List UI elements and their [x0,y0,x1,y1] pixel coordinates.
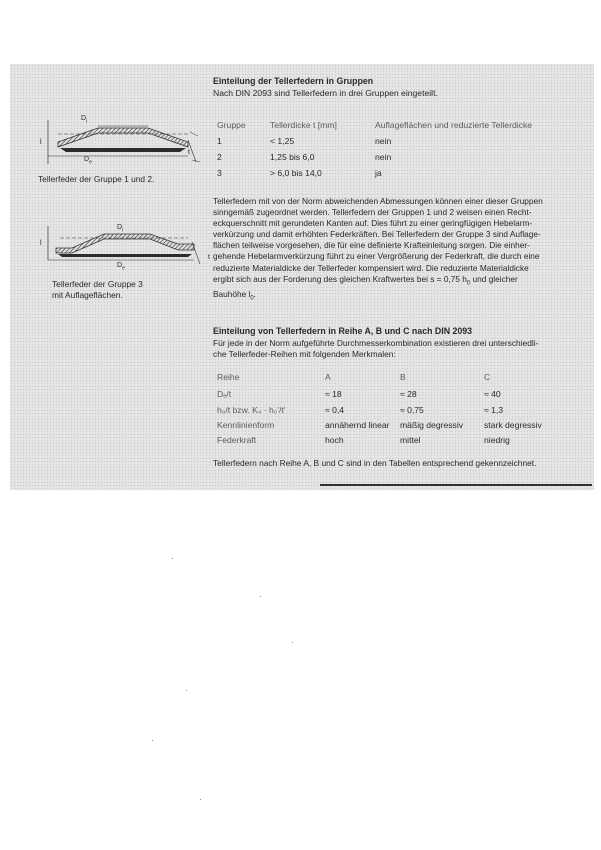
paragraph-line: flächen teilweise vorgesehen, die für eine definierte Krafteinleitung sorgen. Die einher- [213,240,530,251]
fig2-caption-line1: Tellerfeder der Gruppe 3 [52,279,143,289]
series-table-header-c: C [484,372,491,382]
fig1-t-label: t [188,149,190,156]
group-row-3-thickness: > 6,0 bis 14,0 [270,168,322,178]
scan-speck [186,690,187,691]
section2-title: Einteilung von Tellerfedern in Reihe A, B und C nach DIN 2093 [213,326,473,336]
scan-speck [152,740,153,741]
series-row-4-c: niedrig [484,435,510,445]
group-row-2-group: 2 [217,152,222,162]
group-table-header-group: Gruppe [217,120,246,130]
paragraph-line: gehende Hebelarmverkürzung führt zu einer Vergrößerung der Federkraft, die durch eine [213,251,540,262]
fig2-caption-line2: mit Auflageflächen. [52,290,123,300]
series-row-2-c: ≈ 1,3 [484,405,504,415]
paragraph-line: verkürzung und damit erhöhten Federkräften. Bei Tellerfedern der Gruppe 3 sind Auflage- [213,229,541,240]
paragraph-line: eckquerschnitt mit gerundeten Kanten auf. Dies führt zu einer geringfügigen Hebelarm- [213,218,533,229]
section1-paragraph [213,196,583,305]
group-row-2-thickness: 1,25 bis 6,0 [270,152,315,162]
disc-spring-diagram-group-1-2 [38,112,208,174]
scan-speck [200,799,201,800]
series-row-2-a: ≈ 0,4 [325,405,345,415]
fig2-l-label: l [40,240,42,247]
series-row-3-label: Kennlinienform [217,420,275,430]
series-row-4-a: hoch [325,435,344,445]
section2-intro-line1: Für jede in der Norm aufgeführte Durchmesserkombination existieren drei unterschiedli- [213,338,539,348]
group-row-1-group: 1 [217,136,222,146]
bottom-rule [320,484,592,486]
series-row-1-label: Dₑ/t [217,389,232,399]
scan-speck [172,558,173,559]
fig2-di-label: $D_i$ [117,224,124,234]
group-row-1-thickness: < 1,25 [270,136,295,146]
section1-title: Einteilung der Tellerfedern in Gruppen [213,76,374,86]
paragraph-line: Tellerfedern mit von der Norm abweichenden Abmessungen können einer dieser Gruppen [213,196,543,206]
series-table-header-b: B [400,372,406,382]
fig1-l-label: l [40,139,42,146]
group-row-2-bearing: nein [375,152,392,162]
paragraph-line: reduzierte Materialdicke der Tellerfeder kompensiert wird. Die reduzierte Materialdicke [213,262,529,273]
fig1-de-label: $D_e$ [84,156,92,166]
fig2-de-label: $D_e$ [117,262,125,272]
series-row-4-label: Federkraft [217,435,257,445]
series-row-2-b: ≈ 0,75 [400,405,424,415]
series-row-1-b: ≈ 28 [400,389,417,399]
section2-footer: Tellerfedern nach Reihe A, B und C sind in den Tabellen entsprechend gekennzeichnet. [213,458,537,468]
group-table-header-thickness: Tellerdicke t [mm] [270,120,337,130]
series-row-1-c: ≈ 40 [484,389,501,399]
fig1-caption: Tellerfeder der Gruppe 1 und 2. [38,174,155,184]
series-table-header-reihe: Reihe [217,372,240,382]
series-row-4-b: mittel [400,435,421,445]
series-row-3-a: annähernd linear [325,420,390,430]
series-table-header-a: A [325,372,331,382]
fig1-di-label: $D_i$ [81,115,88,125]
group-table-header-bearing: Auflageflächen und reduzierte Tellerdicke [375,120,533,130]
section2-intro-line2: che Tellerfeder-Reihen mit folgenden Merkmalen: [213,349,396,359]
series-row-3-c: stark degressiv [484,420,542,430]
group-row-3-group: 3 [217,168,222,178]
group-row-3-bearing: ja [375,168,382,178]
series-row-3-b: mäßig degressiv [400,420,464,430]
scan-speck [292,642,293,643]
group-row-1-bearing: nein [375,136,392,146]
paragraph-line: sinngemäß zugeordnet werden. Tellerfedern der Gruppen 1 und 2 weisen einen Recht- [213,207,532,218]
paragraph-line: Bauhöhe $l_0$. [213,289,257,303]
series-row-2-label: h₀/t bzw. K₄ · h₀'/t' [217,405,286,415]
scan-speck [260,596,261,597]
paragraph-line: ergibt sich aus der Forderung des gleichen Kraftwertes bei s = 0,75 $h_0$ und gleicher [213,273,518,287]
fig2-t-label: t [208,254,210,261]
section1-intro: Nach DIN 2093 sind Tellerfedern in drei Gruppen eingeteilt. [213,88,438,98]
series-row-1-a: ≈ 18 [325,389,342,399]
